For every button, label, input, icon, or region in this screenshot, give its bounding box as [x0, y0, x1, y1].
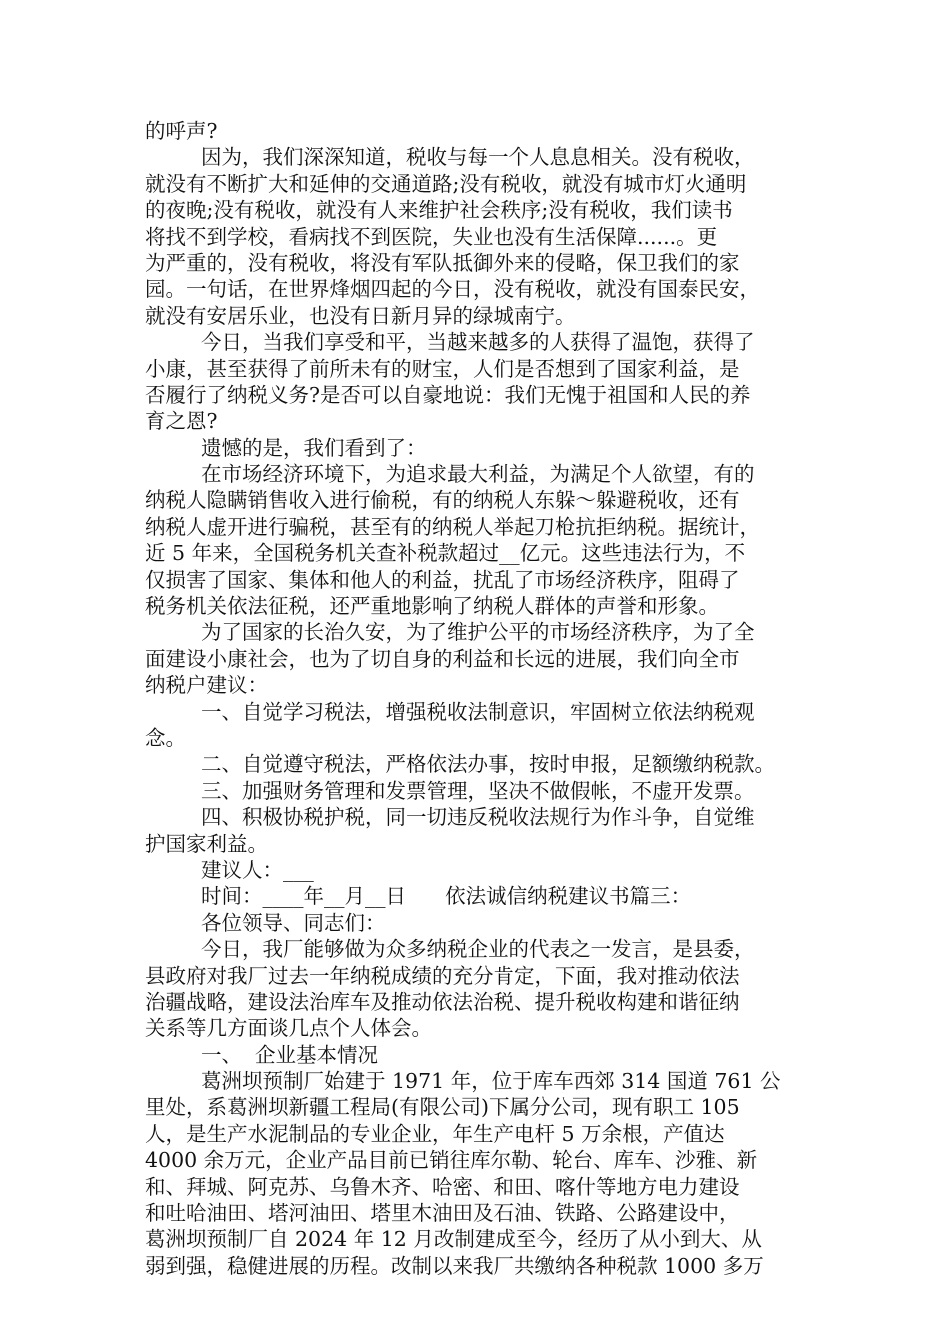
text-line: 纳税人隐瞒销售收入进行偷税，有的纳税人东躲～躲避税收，还有 — [145, 488, 740, 513]
text-line: 里处，系葛洲坝新疆工程局(有限公司)下属分公司，现有职工 105 — [145, 1095, 740, 1120]
text-line: 弱到强，稳健进展的历程。改制以来我厂共缴纳各种税款 1000 多万 — [145, 1253, 764, 1278]
text-line: 二、自觉遵守税法，严格依法办事，按时申报，足额缴纳税款。 — [201, 752, 775, 777]
text-line: 时间：____年__月__日 依法诚信纳税建议书篇三： — [201, 884, 692, 909]
document-page — [145, 118, 815, 1279]
text-line: 葛洲坝预制厂自 2024 年 12 月改制建成至今，经历了从小到大、从 — [145, 1227, 762, 1252]
text-line: 面建设小康社会，也为了切自身的利益和长远的进展，我们向全市 — [145, 646, 740, 671]
text-line: 和、拜城、阿克苏、乌鲁木齐、哈密、和田、喀什等地方电力建设 — [145, 1174, 740, 1199]
text-line: 建议人：___ — [201, 857, 314, 882]
text-line: 今日，我厂能够做为众多纳税企业的代表之一发言，是县委， — [201, 937, 755, 962]
text-line: 葛洲坝预制厂始建于 1971 年，位于库车西郊 314 国道 761 公 — [201, 1069, 781, 1094]
text-line: 的呼声? — [145, 119, 218, 143]
text-line: 育之恩? — [145, 409, 218, 434]
text-line: 纳税户建议： — [145, 673, 268, 698]
text-line: 就没有安居乐业，也没有日新月异的绿城南宁。 — [145, 303, 576, 328]
text-line: 遗憾的是，我们看到了： — [201, 435, 427, 460]
text-line: 一、 企业基本情况 — [201, 1042, 379, 1067]
text-line: 的夜晚;没有税收，就没有人来维护社会秩序;没有税收，我们读书 — [145, 198, 733, 223]
text-line: 纳税人虚开进行骗税，甚至有的纳税人举起刀枪抗拒纳税。据统计， — [145, 514, 760, 539]
text-line: 否履行了纳税义务?是否可以自豪地说：我们无愧于祖国和人民的养 — [145, 382, 751, 407]
text-line: 治疆战略，建设法治库车及推动依法治税、提升税收构建和谐征纳 — [145, 989, 740, 1014]
text-line: 四、积极协税护税，同一切违反税收法规行为作斗争，自觉维 — [201, 805, 755, 830]
text-line: 4000 余万元，企业产品目前已销往库尔勒、轮台、库车、沙雅、新 — [145, 1148, 758, 1173]
text-line: 人，是生产水泥制品的专业企业，年生产电杆 5 万余根，产值达 — [145, 1121, 725, 1146]
text-line: 一、自觉学习税法，增强税收法制意识，牢固树立依法纳税观 — [201, 699, 755, 724]
text-line: 为严重的，没有税收，将没有军队抵御外来的侵略，保卫我们的家 — [145, 250, 740, 275]
text-line: 就没有不断扩大和延伸的交通道路;没有税收，就没有城市灯火通明 — [145, 171, 747, 196]
text-line: 今日，当我们享受和平，当越来越多的人获得了温饱，获得了 — [201, 330, 755, 355]
text-line: 各位领导、同志们： — [201, 910, 386, 935]
text-line: 仅损害了国家、集体和他人的利益，扰乱了市场经济秩序，阻碍了 — [145, 567, 740, 592]
text-line: 为了国家的长治久安，为了维护公平的市场经济秩序，为了全 — [201, 620, 755, 645]
text-line: 三、加强财务管理和发票管理，坚决不做假帐，不虚开发票。 — [201, 778, 755, 803]
text-line: 因为，我们深深知道，税收与每一个人息息相关。没有税收， — [201, 145, 755, 170]
text-line: 园。一句话，在世界烽烟四起的今日，没有税收，就没有国泰民安， — [145, 277, 760, 302]
text-line: 小康，甚至获得了前所未有的财宝，人们是否想到了国家利益，是 — [145, 356, 740, 381]
text-line: 将找不到学校，看病找不到医院，失业也没有生活保障......。更 — [145, 224, 718, 249]
text-line: 念。 — [145, 725, 186, 750]
text-line: 关系等几方面谈几点个人体会。 — [145, 1016, 432, 1041]
text-line: 在市场经济环境下，为追求最大利益，为满足个人欲望，有的 — [201, 462, 755, 487]
text-line: 护国家利益。 — [145, 831, 268, 856]
text-line: 近 5 年来，全国税务机关查补税款超过__亿元。这些违法行为，不 — [145, 541, 746, 566]
text-line: 和吐哈油田、塔河油田、塔里木油田及石油、铁路、公路建设中， — [145, 1201, 740, 1226]
text-line: 县政府对我厂过去一年纳税成绩的充分肯定，下面，我对推动依法 — [145, 963, 740, 988]
text-line: 税务机关依法征税，还严重地影响了纳税人群体的声誉和形象。 — [145, 594, 719, 619]
